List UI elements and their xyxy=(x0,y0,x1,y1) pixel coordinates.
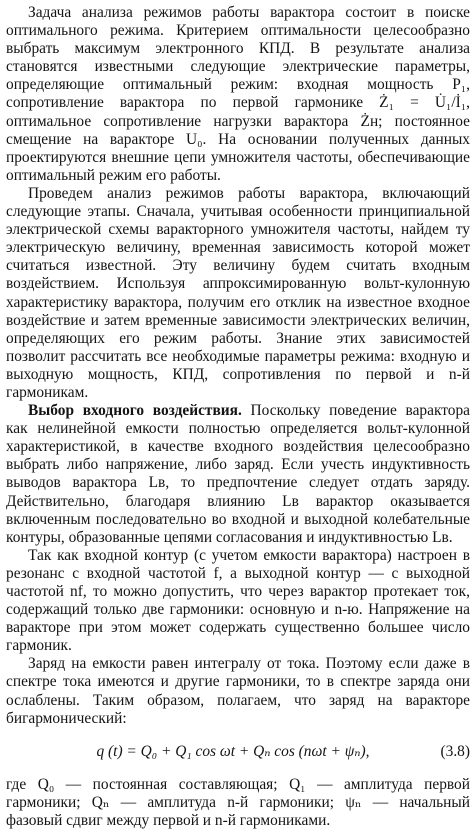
paragraph-definitions: где Q₀ — постоянная составляющая; Q₁ — амплитуда первой гармоники; Qₙ — амплитуда n-й гармоники; ψₙ — начальный фазовый сдвиг между первой и n-й гармониками. xyxy=(6,775,470,829)
paragraph-resonance: Так как входной контур (с учетом емкости варактора) настроен в резонанс с входной частотой f, а выходной контур — с выходной частотой nf, то можно допустить, что через варактор протекает ток, содержащий только две гармоники: основную и n-ю. Напряжение на варакторе при этом может содержать существенно большее число гармоник. xyxy=(6,546,470,655)
equation-3-8 xyxy=(6,728,470,776)
paragraph-analysis-stages: Проведем анализ режимов работы варактора, включающий следующие этапы. Сначала, учитывая особенности принципиальной электрической схемы варакторного умножителя частоты, найдем ту электрическую величину, временная зависимость которой может считаться известной. Эту величину будем считать входным воздействием. Используя аппроксимированную вольт-кулонную характеристику варактора, получим его отклик на известное входное воздействие и затем временные зависимости электрических величин, определяющих его режим работы. Знание этих зависимостей позволит рассчитать все необходимые параметры режима: входную и выходную мощность, КПД, сопротивления по первой и n-й гармоникам. xyxy=(6,184,470,401)
equation-formula: q (t) = Q₀ + Q₁ cos ωt + Qₙ cos (nωt + ψₙ), xyxy=(96,743,370,761)
paragraph-charge: Заряд на емкости равен интегралу от тока. Поэтому если даже в спектре тока имеются и другие гармоники, то в спектре заряда они ослаблены. Таким образом, полагаем, что заряд на варакторе бигармонический: xyxy=(6,655,470,727)
section-heading: Выбор входного воздействия. xyxy=(28,402,242,420)
section-text: Поскольку поведение варактора как нелинейной емкости полностью определяется вольт-кулонной характеристикой, в качестве входного воздействия целесообразно выбрать либо напряжение, либо заряд. Если учесть индуктивность выводов варактора Lв, то предпочтение следует отдать заряду. Действительно, благодаря влиянию Lв варактор оказывается включенным последовательно во входной и выходной колебательные контуры, образованные цепями согласования и индуктивностью Lв. xyxy=(6,402,470,546)
paragraph-input-selection xyxy=(6,402,470,547)
paragraph-analysis-goal: Задача анализа режимов работы варактора состоит в поиске оптимального режима. Критерием оптимальности целесообразно выбрать максимум электронного КПД. В результате анализа становятся известными следующие электрические параметры, определяющие оптимальный режим: входная мощность P₁, сопротивление варактора по первой гармонике Ż₁ = U̇₁/İ₁, оптимальное сопротивление нагрузки варактора Żн; постоянное смещение на варакторе U₀. На основании полученных данных проектируются внешние цепи умножителя частоты, обеспечивающие оптимальный режим его работы. xyxy=(6,4,470,184)
equation-number: (3.8) xyxy=(440,742,470,760)
